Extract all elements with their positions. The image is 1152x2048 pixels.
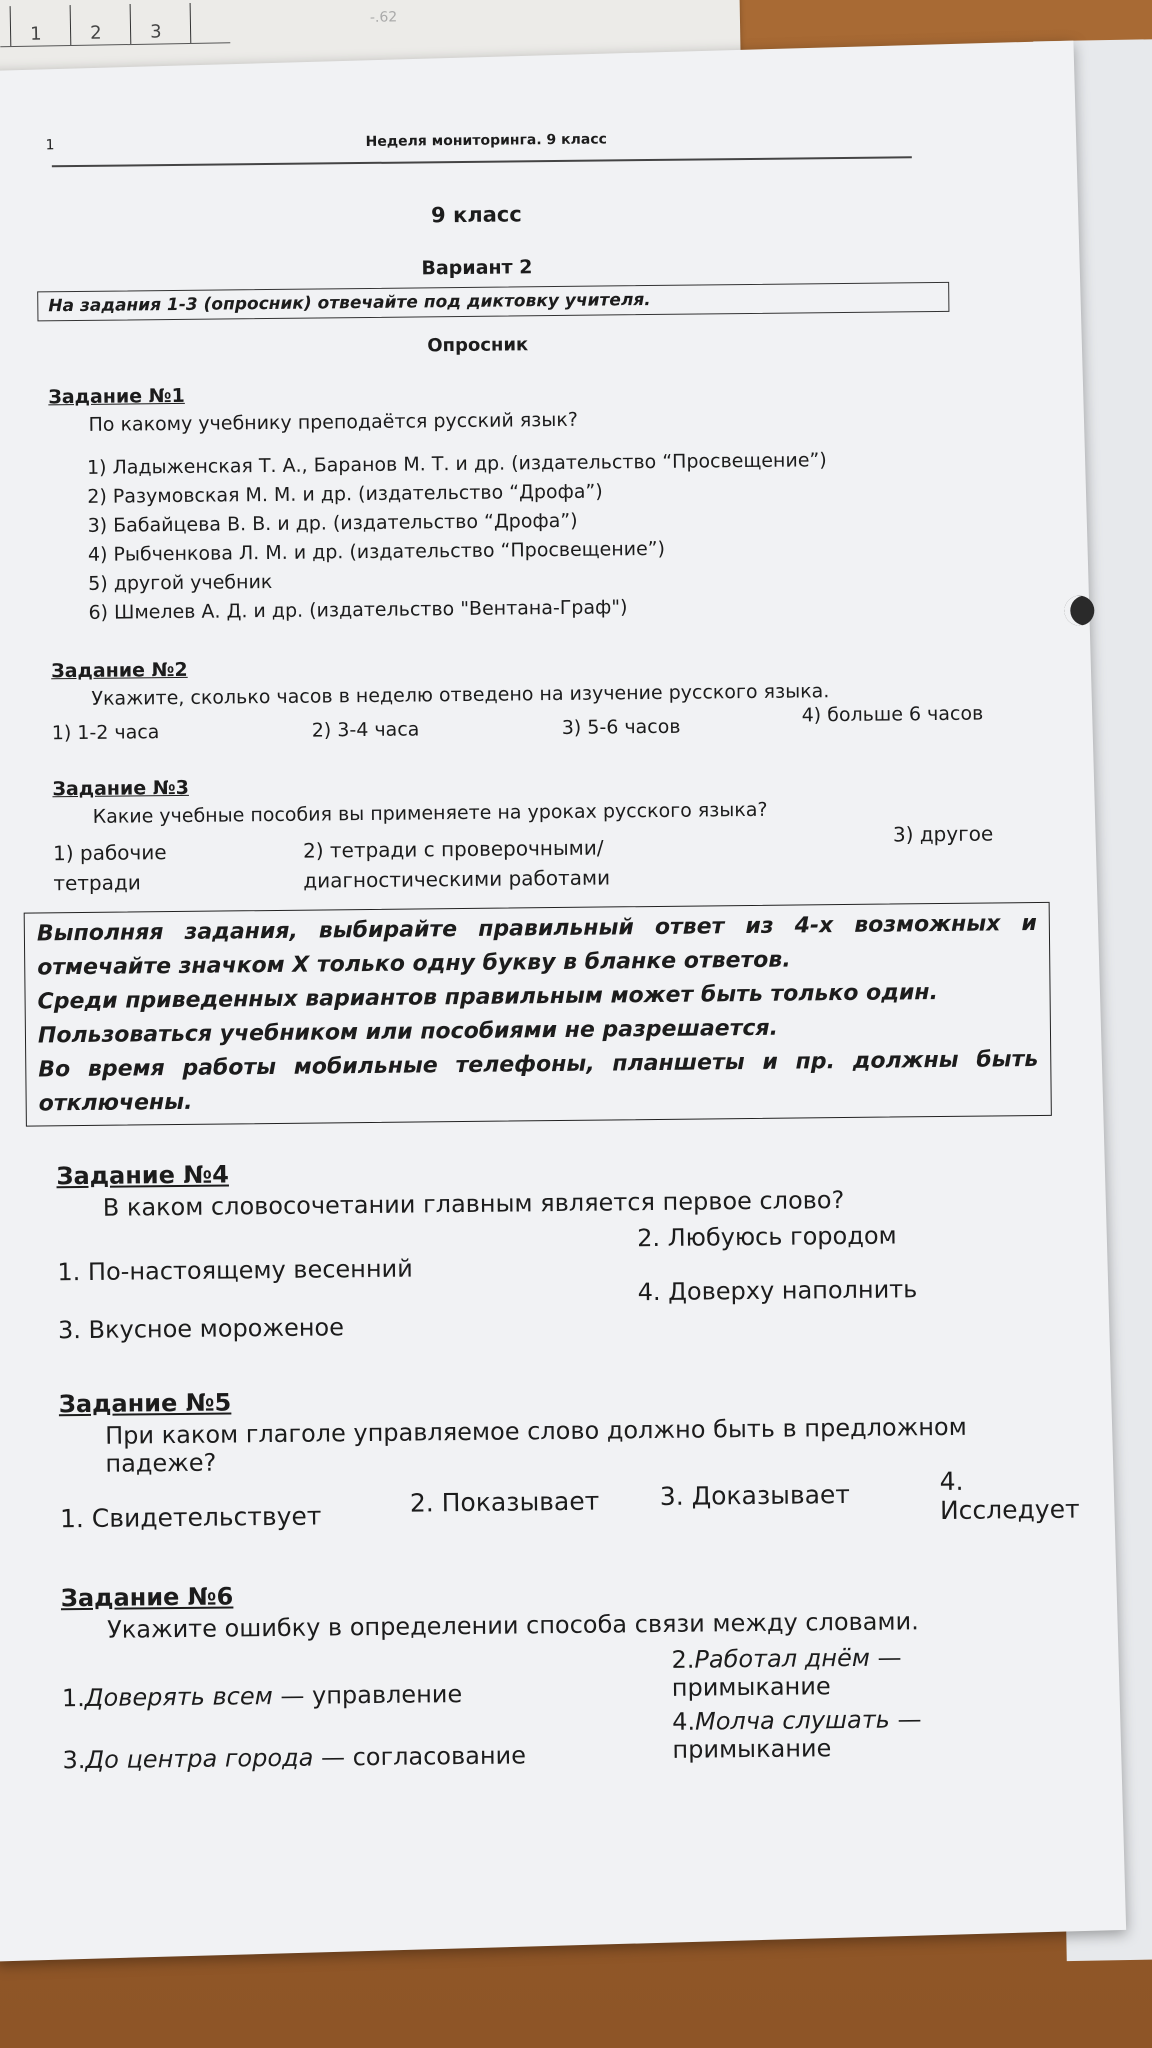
option <box>672 1704 1023 1764</box>
task-question: В каком словосочетании главным является первое слово? <box>102 1186 845 1222</box>
pencil-note: -.62 <box>369 9 398 26</box>
task-title: Задание №5 <box>58 1388 232 1419</box>
survey-heading: Опросник <box>427 334 529 357</box>
option: 4. Исследует <box>939 1466 1080 1526</box>
variant-heading: Вариант 2 <box>421 256 533 280</box>
task-3 <box>52 768 1013 906</box>
option-row <box>51 702 1012 756</box>
option-method: — примыкание <box>671 1643 902 1702</box>
task-question: При каком глаголе управляемое слово должно быть в предложном падеже? <box>105 1412 967 1478</box>
option: 2) тетради с проверочными/ диагностическими работами <box>302 835 611 893</box>
option: 1) рабочие тетради <box>52 840 167 896</box>
rule-line: Пользоваться учебником или пособиями не разрешается. <box>37 1015 779 1049</box>
option: 2) 3-4 часа <box>311 718 420 742</box>
option: 6) Шмелев А. Д. и др. (издательство "Вентана-Граф") <box>88 596 628 624</box>
option: 4. Доверху наполнить <box>637 1275 918 1307</box>
sheet-mark: 2 <box>89 22 102 44</box>
option-phrase: Работал днём <box>694 1643 871 1674</box>
option: 4) Рыбченкова Л. М. и др. (издательство “Просвещение”) <box>87 537 666 566</box>
task-1 <box>48 376 1010 628</box>
option: 2. Любуюсь городом <box>636 1221 897 1253</box>
task-question: Какие учебные пособия вы применяете на уроках русского языка? <box>92 798 768 828</box>
option: 5) другой учебник <box>88 570 273 595</box>
option-number: 4. <box>672 1707 696 1736</box>
option: 1) Ладыженская Т. А., Баранов М. Т. и др. (издательство “Просвещение”) <box>86 449 827 479</box>
option: 3. Доказывает <box>659 1479 851 1511</box>
option: 3) Бабайцева В. В. и др. (издательство “Дрофа”) <box>87 509 578 537</box>
option-number: 3. <box>62 1746 86 1775</box>
rules-box <box>24 902 1052 1127</box>
page-header <box>45 119 1005 169</box>
task-title: Задание №6 <box>60 1582 234 1613</box>
option: 3) другое <box>892 821 994 847</box>
option <box>62 1741 526 1774</box>
task-question: По какому учебнику преподаётся русский язык? <box>88 408 579 436</box>
option-phrase: Доверять всем <box>84 1682 273 1713</box>
rule-line: Выполняя задания, выбирайте правильный ответ из 4-х возможных и отмечайте значком X только одну букву в бланке ответов. <box>36 910 1037 981</box>
task-title: Задание №2 <box>51 658 188 683</box>
page-number: 1 <box>45 137 55 154</box>
task-4 <box>56 1152 1018 1360</box>
page-content <box>36 119 1080 1782</box>
test-page <box>0 41 1126 1962</box>
option: 4) больше 6 часов <box>801 702 984 727</box>
task-title: Задание №4 <box>56 1160 230 1191</box>
option: 2) Разумовская М. М. и др. (издательство “Дрофа”) <box>87 480 603 508</box>
sheet-mark: 3 <box>149 21 162 43</box>
grade-heading: 9 класс <box>430 202 522 228</box>
option <box>62 1680 463 1712</box>
task-6 <box>61 1574 1023 1782</box>
task-title: Задание №3 <box>52 776 190 801</box>
option: 1. По-настоящему весенний <box>57 1254 413 1287</box>
option-method: — согласование <box>313 1741 527 1772</box>
option: 3) 5-6 часов <box>561 715 681 739</box>
option-phrase: До центра города <box>85 1743 314 1774</box>
option-method: — управление <box>272 1680 463 1711</box>
option: 1. Свидетельствует <box>59 1501 322 1534</box>
option: 3. Вкусное мороженое <box>57 1313 345 1345</box>
option-row <box>59 1466 1080 1538</box>
header-title: Неделя мониторинга. 9 класс <box>365 131 607 150</box>
sheet-mark: 1 <box>29 23 42 45</box>
option <box>671 1642 1022 1702</box>
option-method: — примыкание <box>672 1705 922 1764</box>
option-row <box>52 821 1014 906</box>
instruction-box: На задания 1-3 (опросник) отвечайте под диктовку учителя. <box>37 282 949 322</box>
option-phrase: Молча слушать <box>694 1705 891 1736</box>
task-5 <box>58 1380 1080 1538</box>
task-2 <box>51 650 1012 756</box>
option: 1) 1-2 часа <box>51 721 160 745</box>
header-rule <box>52 156 912 167</box>
task-question: Укажите, сколько часов в неделю отведено на изучение русского языка. <box>91 680 830 710</box>
option-grid <box>61 1642 1022 1782</box>
option-grid <box>57 1220 1018 1360</box>
task-question: Укажите ошибку в определении способа связи между словами. <box>107 1607 919 1644</box>
option: 2. Показывает <box>409 1486 600 1518</box>
option-number: 2. <box>671 1645 695 1674</box>
option-list <box>87 444 1011 628</box>
option-number: 1. <box>61 1684 85 1713</box>
rule-line: Во время работы мобильные телефоны, планшеты и пр. должны быть отключены. <box>38 1046 1039 1117</box>
task-title: Задание №1 <box>48 384 185 409</box>
rule-line: Среди приведенных вариантов правильным может быть только один. <box>37 980 939 1015</box>
